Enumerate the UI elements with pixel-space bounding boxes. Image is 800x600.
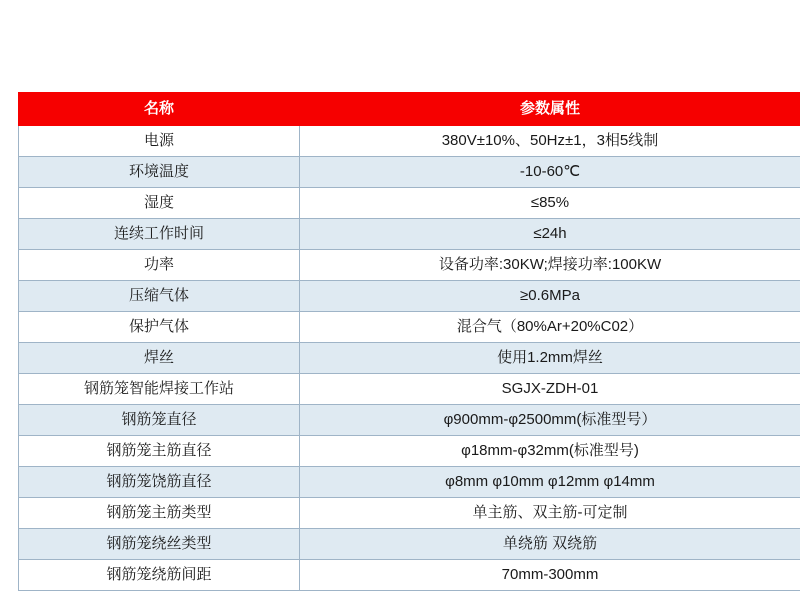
cell-parameter-name: 连续工作时间 bbox=[19, 219, 300, 250]
cell-parameter-value: ≥0.6MPa bbox=[300, 281, 800, 312]
column-header-value: 参数属性 bbox=[300, 93, 800, 126]
table-row bbox=[19, 157, 800, 188]
spec-table-container bbox=[18, 92, 782, 591]
cell-parameter-name: 钢筋笼直径 bbox=[19, 405, 300, 436]
cell-parameter-name: 压缩气体 bbox=[19, 281, 300, 312]
table-row bbox=[19, 281, 800, 312]
table-row bbox=[19, 560, 800, 591]
cell-parameter-value: 70mm-300mm bbox=[300, 560, 800, 591]
cell-parameter-name: 钢筋笼主筋类型 bbox=[19, 498, 300, 529]
cell-parameter-value: 混合气（80%Ar+20%C02） bbox=[300, 312, 800, 343]
table-row bbox=[19, 219, 800, 250]
cell-parameter-name: 功率 bbox=[19, 250, 300, 281]
table-row bbox=[19, 374, 800, 405]
cell-parameter-value: 单绕筋 双绕筋 bbox=[300, 529, 800, 560]
cell-parameter-value: ≤85% bbox=[300, 188, 800, 219]
cell-parameter-value: 单主筋、双主筋-可定制 bbox=[300, 498, 800, 529]
cell-parameter-name: 保护气体 bbox=[19, 312, 300, 343]
cell-parameter-value: 使用1.2mm焊丝 bbox=[300, 343, 800, 374]
table-row bbox=[19, 405, 800, 436]
table-row bbox=[19, 126, 800, 157]
table-row bbox=[19, 467, 800, 498]
cell-parameter-name: 钢筋笼饶筋直径 bbox=[19, 467, 300, 498]
cell-parameter-name: 钢筋笼主筋直径 bbox=[19, 436, 300, 467]
cell-parameter-value: 380V±10%、50Hz±1，3相5线制 bbox=[300, 126, 800, 157]
cell-parameter-name: 湿度 bbox=[19, 188, 300, 219]
table-body bbox=[19, 126, 800, 591]
cell-parameter-name: 环境温度 bbox=[19, 157, 300, 188]
table-row bbox=[19, 436, 800, 467]
cell-parameter-value: -10-60℃ bbox=[300, 157, 800, 188]
cell-parameter-value: 设备功率:30KW;焊接功率:100KW bbox=[300, 250, 800, 281]
table-row bbox=[19, 250, 800, 281]
column-header-name: 名称 bbox=[19, 93, 300, 126]
table-head bbox=[19, 93, 800, 126]
cell-parameter-name: 钢筋笼绕丝类型 bbox=[19, 529, 300, 560]
table-row bbox=[19, 312, 800, 343]
cell-parameter-value: φ18mm-φ32mm(标准型号) bbox=[300, 436, 800, 467]
cell-parameter-name: 钢筋笼绕筋间距 bbox=[19, 560, 300, 591]
cell-parameter-value: φ8mm φ10mm φ12mm φ14mm bbox=[300, 467, 800, 498]
cell-parameter-name: 焊丝 bbox=[19, 343, 300, 374]
table-row bbox=[19, 343, 800, 374]
cell-parameter-value: ≤24h bbox=[300, 219, 800, 250]
table-row bbox=[19, 529, 800, 560]
cell-parameter-name: 钢筋笼智能焊接工作站 bbox=[19, 374, 300, 405]
specification-table bbox=[18, 92, 800, 591]
cell-parameter-name: 电源 bbox=[19, 126, 300, 157]
cell-parameter-value: SGJX-ZDH-01 bbox=[300, 374, 800, 405]
cell-parameter-value: φ900mm-φ2500mm(标准型号） bbox=[300, 405, 800, 436]
table-row bbox=[19, 498, 800, 529]
table-row bbox=[19, 188, 800, 219]
table-header-row bbox=[19, 93, 800, 126]
